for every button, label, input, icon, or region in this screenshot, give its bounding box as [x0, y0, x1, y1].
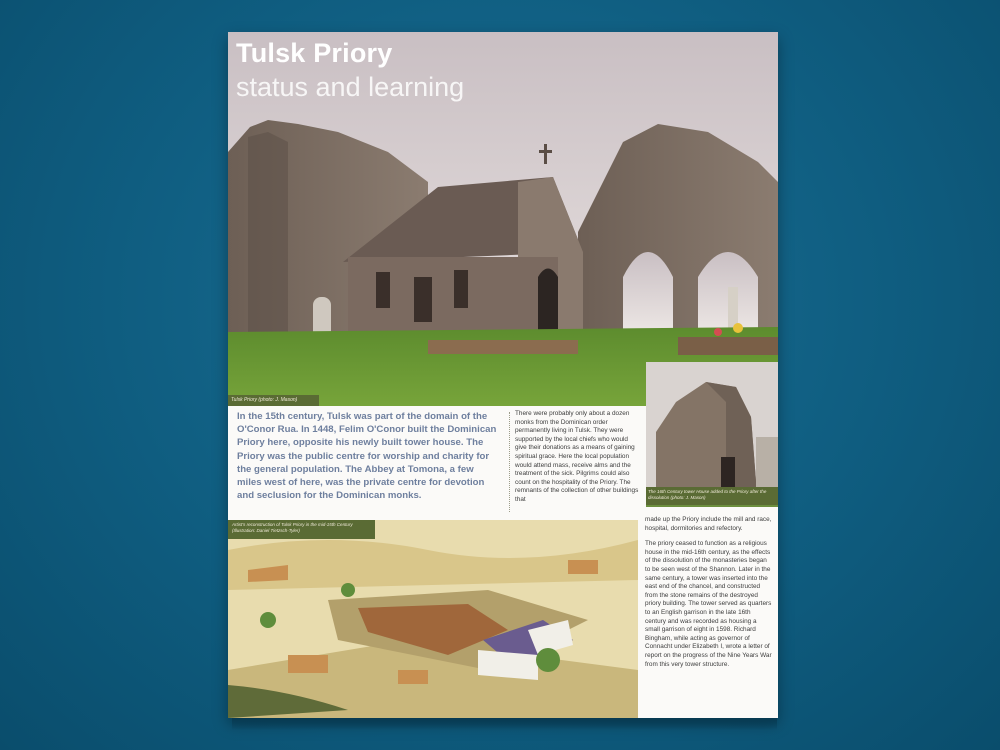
illustration-caption: Artist's reconstruction of Tulsk Priory in the mid-15th Century (Illustration: Daniel Tietzsch-Tyler) — [228, 520, 375, 539]
panel-title: Tulsk Priory — [236, 38, 393, 68]
column-divider — [509, 412, 510, 512]
panel-subtitle: status and learning — [236, 72, 465, 102]
reconstruction-illustration — [228, 520, 638, 718]
main-photo-caption: Tulsk Priory (photo: J. Mason) — [228, 395, 319, 406]
middle-paragraph: There were probably only about a dozen monks from the Dominican order permanently living in Tulsk. They were supported by the local chiefs who would give their donations as a means of gaining spiritual grace. Here the local population would attend mass, receive alms and the treatment of the sick. Pilgrims could also count on the hospitality of the Priory. The remnants of the collection of other buildings that — [515, 410, 639, 503]
information-panel — [228, 32, 778, 718]
panel-shadow — [232, 718, 777, 730]
intro-paragraph: In the 15th century, Tulsk was part of the domain of the O'Conor Rua. In 1448, Felim O'Conor built the Dominican Priory here, opposite his newly built tower house. The Priory was the public centre for worship and charity for the general population. The Abbey at Tomona, a few miles west of here, was the private centre for devotion and seclusion for the Dominican monks. — [237, 411, 497, 502]
right-column-text — [645, 516, 773, 676]
middle-column-text — [515, 410, 641, 512]
right-paragraph-2: The priory ceased to function as a religious house in the mid-16th century, as the effects of the dissolution of the monasteries began to be seen west of the Shannon. Later in the same century, a tower was inserted into the east end of the chancel, and constructed from the stone remains of the destroyed priory building. The tower served as quarters to an English garrison in the late 16th century and was recorded as housing a small garrison of eight in 1598. Richard Bingham, while acting as governor of Connacht under Elizabeth I, wrote a letter of report on the progress of the Nine Years War from this very tower structure. — [645, 540, 772, 668]
tower-house-photo — [646, 362, 778, 507]
right-paragraph-1: made up the Priory include the mill and race, hospital, dormitories and refectory. — [645, 516, 772, 532]
tower-photo-caption: The 16th Century tower House added to the Priory after the dissolution (photo: J. Mason) — [646, 487, 778, 505]
